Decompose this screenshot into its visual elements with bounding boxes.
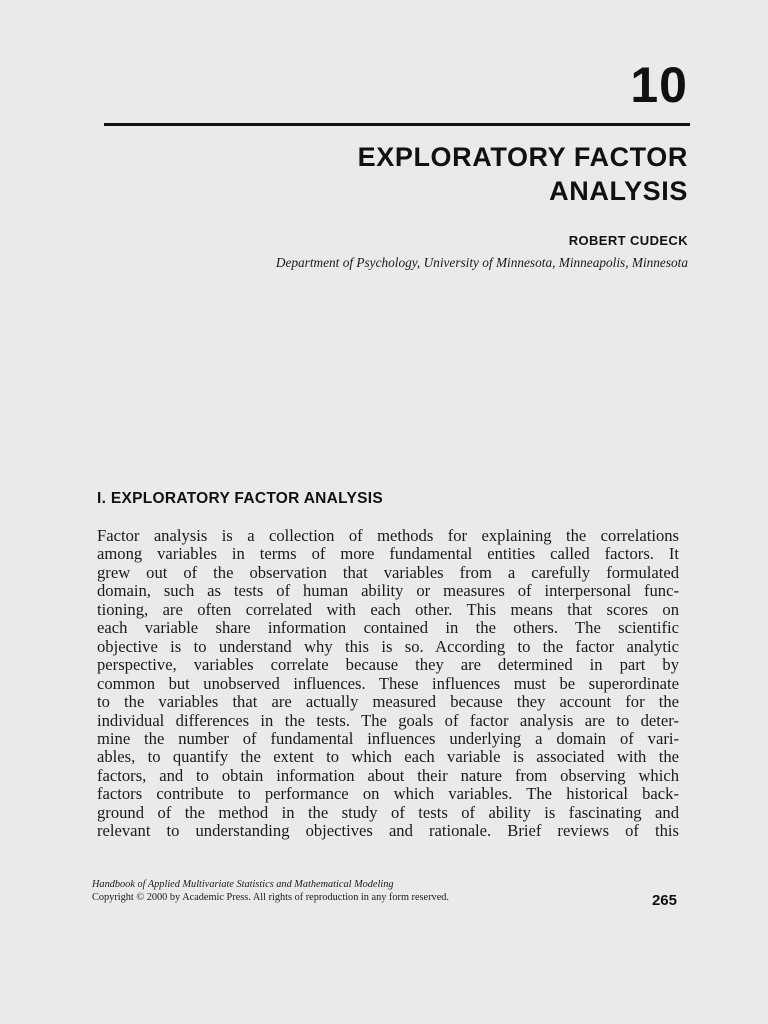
body-line: ground of the method in the study of tests of ability is fascinating and	[97, 802, 679, 822]
body-line: grew out of the observation that variables from a carefully formulated	[97, 562, 679, 582]
body-line: each variable share information contained in the others. The scientific	[97, 618, 679, 638]
footer-book-title: Handbook of Applied Multivariate Statistics and Mathematical Modeling	[92, 879, 394, 890]
body-line: mine the number of fundamental influences underlying a domain of vari-	[97, 728, 679, 748]
body-line: relevant to understanding objectives and rationale. Brief reviews of this	[97, 821, 679, 841]
body-line: perspective, variables correlate because they are determined in part by	[97, 655, 679, 675]
chapter-number: 10	[630, 57, 688, 113]
page-number: 265	[651, 892, 677, 909]
footer-copyright: Copyright © 2000 by Academic Press. All rights of reproduction in any form reserved.	[92, 892, 449, 903]
body-line: domain, such as tests of human ability or measures of interpersonal func-	[97, 581, 679, 601]
body-line: factors, and to obtain information about their nature from observing which	[97, 765, 679, 785]
body-line: Factor analysis is a collection of methods for explaining the correlations	[97, 526, 679, 545]
body-line: common but unobserved influences. These influences must be superordinate	[97, 673, 679, 693]
body-line: among variables in terms of more fundamental entities called factors. It	[97, 544, 679, 564]
chapter-rule	[104, 123, 690, 126]
body-paragraph	[97, 527, 679, 841]
chapter-title-line-1: EXPLORATORY FACTOR	[357, 142, 688, 172]
author-name: ROBERT CUDECK	[568, 233, 688, 248]
body-line: individual differences in the tests. The goals of factor analysis are to deter-	[97, 710, 679, 730]
section-heading: I. EXPLORATORY FACTOR ANALYSIS	[97, 490, 384, 507]
body-line: tioning, are often correlated with each other. This means that scores on	[97, 599, 679, 619]
body-line: ables, to quantify the extent to which each variable is associated with the	[97, 747, 679, 767]
chapter-title-line-2: ANALYSIS	[549, 176, 688, 206]
author-affiliation: Department of Psychology, University of Minnesota, Minneapolis, Minnesota	[275, 255, 688, 270]
chapter-title	[188, 140, 688, 208]
body-line: objective is to understand why this is so. According to the factor analytic	[97, 636, 679, 656]
body-line: to the variables that are actually measured because they account for the	[97, 692, 679, 712]
body-line: factors contribute to performance on which variables. The historical back-	[97, 784, 679, 804]
